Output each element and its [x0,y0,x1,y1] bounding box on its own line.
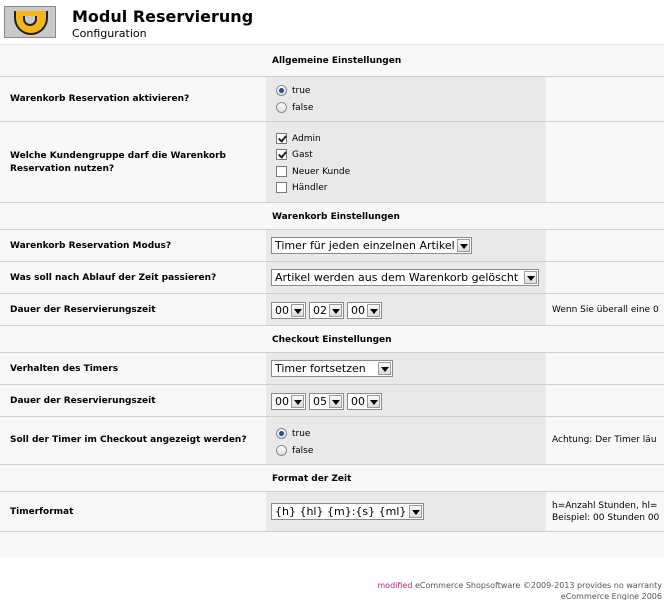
show-timer-label: Soll der Timer im Checkout angezeigt werden? [10,435,247,445]
show-timer-option-false-label: false [292,445,314,456]
mode-label: Warenkorb Reservation Modus? [10,241,172,251]
duration-cart-note: Wenn Sie überall eine 0 [552,305,659,315]
duration-checkout-seconds-value: 00 [351,395,365,408]
duration-cart-hours-value: 00 [275,304,289,317]
timer-format-select-value: {h} {hl} {m}:{s} {ml} [275,505,407,518]
footer-copyright-text: eCommerce Shopsoftware ©2009-2013 provides no warranty [412,581,662,590]
row-duration-checkout [0,385,664,417]
row-timer-format [0,492,664,532]
group-option-dealer-label: Händler [292,182,328,193]
customer-groups-label-line2: Reservation nutzen? [10,164,115,174]
radio-true[interactable] [276,85,287,96]
duration-cart-value-cell [266,294,546,325]
chevron-down-icon[interactable] [367,304,380,317]
activate-option-false-label: false [292,102,314,113]
module-logo-icon [4,6,56,38]
duration-cart-hours-select[interactable] [271,302,306,319]
row-activate [0,77,664,122]
show-timer-option-false[interactable] [276,445,313,456]
section-timeformat [0,465,664,492]
row-after-expiry [0,262,664,294]
radio-true[interactable] [276,428,287,439]
footer-copyright [377,581,662,590]
radio-false[interactable] [276,445,287,456]
row-duration-cart [0,294,664,326]
duration-checkout-minutes-value: 05 [313,395,327,408]
duration-cart-minutes-select[interactable] [309,302,344,319]
page-subtitle: Configuration [72,27,147,40]
section-general [0,45,664,77]
duration-checkout-hours-value: 00 [275,395,289,408]
activate-value-cell [266,77,546,121]
customer-groups-label [10,150,226,176]
duration-cart-minutes-value: 02 [313,304,327,317]
footer-engine: eCommerce Engine 2006 [560,592,662,600]
duration-checkout-seconds-select[interactable] [347,393,382,410]
customer-groups-label-line1: Welche Kundengruppe darf die Warenkorb [10,151,226,161]
after-expiry-select[interactable] [271,269,539,286]
group-option-new-customer[interactable] [276,166,350,177]
timer-behavior-select-value: Timer fortsetzen [275,362,366,375]
after-expiry-label: Was soll nach Ablauf der Zeit passieren? [10,273,217,283]
footer [0,578,664,600]
chevron-down-icon[interactable] [457,239,470,252]
duration-checkout-value-cell [266,385,546,416]
timer-behavior-select[interactable] [271,360,393,377]
activate-option-false[interactable] [276,102,313,113]
chevron-down-icon[interactable] [291,304,304,317]
section-timeformat-title: Format der Zeit [272,474,352,484]
checkbox-new-customer[interactable] [276,166,287,177]
group-option-guest[interactable] [276,149,313,160]
timer-format-note-line1: h=Anzahl Stunden, hl= [552,501,658,511]
timer-format-label: Timerformat [10,507,74,517]
page-title: Modul Reservierung [72,7,254,26]
section-checkout [0,326,664,353]
checkbox-guest[interactable] [276,149,287,160]
mode-select-value: Timer für jeden einzelnen Artikel [275,239,455,252]
row-show-timer [0,417,664,465]
header [0,0,664,44]
row-customer-groups [0,122,664,203]
section-checkout-title: Checkout Einstellungen [272,335,392,345]
timer-behavior-label: Verhalten des Timers [10,364,119,374]
show-timer-option-true-label: true [292,428,311,439]
chevron-down-icon[interactable] [291,395,304,408]
chevron-down-icon[interactable] [409,505,422,518]
timer-format-note-line2: Beispiel: 00 Stunden 00 [552,513,660,523]
radio-false[interactable] [276,102,287,113]
duration-cart-seconds-select[interactable] [347,302,382,319]
group-option-dealer[interactable] [276,182,327,193]
activate-label: Warenkorb Reservation aktivieren? [10,94,190,104]
duration-checkout-hours-select[interactable] [271,393,306,410]
chevron-down-icon[interactable] [367,395,380,408]
configuration-panel [0,44,664,558]
duration-checkout-label: Dauer der Reservierungszeit [10,396,156,406]
group-option-admin[interactable] [276,133,321,144]
row-timer-behavior [0,353,664,385]
section-cart [0,203,664,230]
group-option-guest-label: Gast [292,149,313,160]
duration-cart-seconds-value: 00 [351,304,365,317]
checkbox-admin[interactable] [276,133,287,144]
row-mode [0,230,664,262]
chevron-down-icon[interactable] [329,304,342,317]
activate-option-true-label: true [292,85,311,96]
timer-format-select[interactable] [271,503,424,520]
activate-option-true[interactable] [276,85,310,96]
show-timer-value-cell [266,417,546,464]
chevron-down-icon[interactable] [524,271,537,284]
section-cart-title: Warenkorb Einstellungen [272,212,400,222]
chevron-down-icon[interactable] [329,395,342,408]
section-general-title: Allgemeine Einstellungen [272,56,402,66]
chevron-down-icon[interactable] [378,362,391,375]
duration-cart-label: Dauer der Reservierungszeit [10,305,156,315]
footer-brand[interactable]: modified [377,581,413,590]
show-timer-option-true[interactable] [276,428,310,439]
mode-select[interactable] [271,237,472,254]
show-timer-note: Achtung: Der Timer läu [552,435,657,445]
group-option-admin-label: Admin [292,133,321,144]
checkbox-dealer[interactable] [276,182,287,193]
group-option-new-customer-label: Neuer Kunde [292,166,351,177]
after-expiry-select-value: Artikel werden aus dem Warenkorb gelöscht [275,271,519,284]
duration-checkout-minutes-select[interactable] [309,393,344,410]
